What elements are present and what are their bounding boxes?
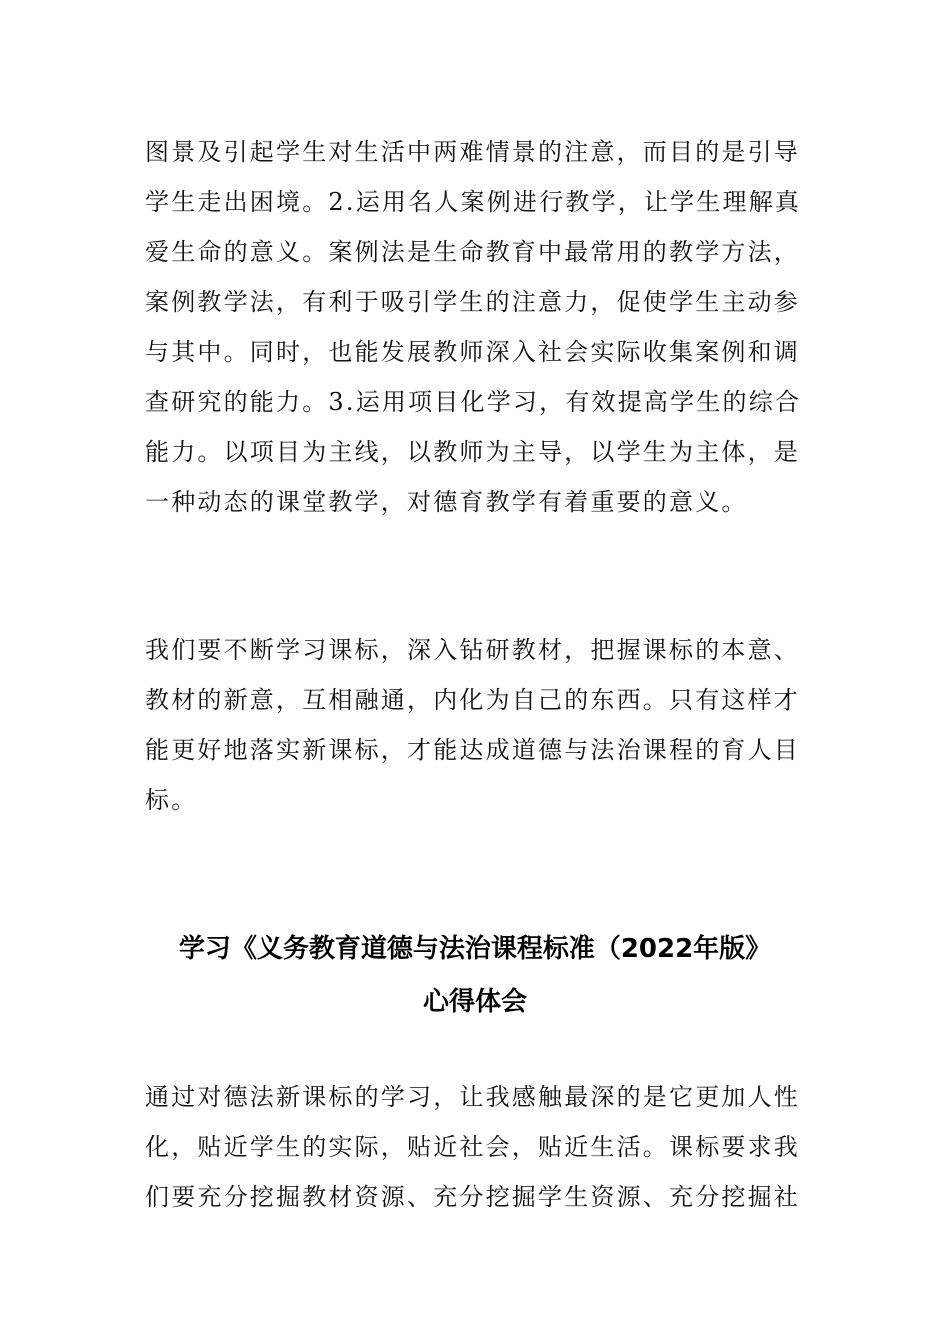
- text-line: 与其中。同时，也能发展教师深入社会实际收集案例和调: [145, 338, 800, 366]
- title-line-1: 学习《义务教育道德与法治课程标准（2022年版》: [178, 934, 772, 964]
- text-line: 教材的新意，互相融通，内化为自己的东西。只有这样才: [145, 686, 800, 714]
- text-line: 通过对德法新课标的学习，让我感触最深的是它更加人性: [145, 1083, 800, 1111]
- text-line: 图景及引起学生对生活中两难情景的注意，而目的是引导: [145, 138, 800, 166]
- text-line: 能力。以项目为主线，以教师为主导，以学生为主体，是: [145, 438, 800, 466]
- title-line-2: 心得体会: [422, 987, 527, 1017]
- text-line: 化，贴近学生的实际，贴近社会，贴近生活。课标要求我: [145, 1133, 800, 1161]
- text-line: 能更好地落实新课标，才能达成道德与法治课程的育人目: [145, 736, 800, 764]
- text-line: 学生走出困境。2.运用名人案例进行教学，让学生理解真: [145, 188, 802, 216]
- paragraph-2: [145, 625, 810, 825]
- text-line: 标。: [145, 786, 198, 814]
- text-line: 案例教学法，有利于吸引学生的注意力，促使学生主动参: [145, 288, 800, 316]
- text-line: 查研究的能力。3.运用项目化学习，有效提高学生的综合: [145, 388, 802, 416]
- text-line: 们要充分挖掘教材资源、充分挖掘学生资源、充分挖掘社: [145, 1183, 800, 1211]
- text-line: 我们要不断学习课标，深入钻研教材，把握课标的本意、: [145, 636, 800, 664]
- paragraph-3: [145, 1072, 810, 1222]
- document-title: [95, 923, 855, 1029]
- text-line: 爱生命的意义。案例法是生命教育中最常用的教学方法，: [145, 238, 800, 266]
- paragraph-1: [145, 127, 810, 527]
- text-line: 一种动态的课堂教学，对德育教学有着重要的意义。: [145, 488, 748, 516]
